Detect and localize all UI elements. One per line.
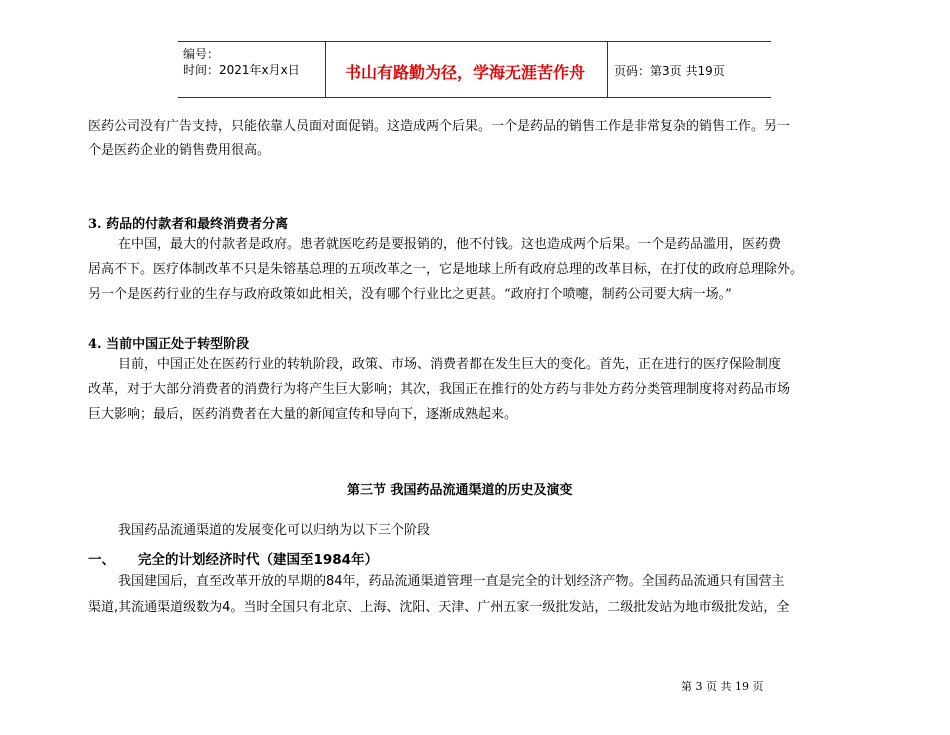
- header-time-label: 时间：2021年x月x日: [183, 63, 300, 77]
- header-divider-right: [607, 41, 608, 98]
- stage-1-number: 一、: [88, 552, 115, 568]
- stage-1-line-2: 渠道,其流通渠道级数为4。当时全国只有北京、上海、沈阳、天津、广州五家一级批发站，二级批发站为地市级批发站，全: [88, 600, 790, 615]
- intro-line-2: 个是医药企业的销售费用很高。: [88, 143, 271, 158]
- header-top-rule: [178, 41, 771, 42]
- header-number-label: 编号：: [183, 47, 220, 61]
- section-4-line-1: 目前，中国正处在医药行业的转轨阶段，政策、市场、消费者都在发生巨大的变化。首先，正在进行的医疗保险制度: [118, 357, 782, 372]
- header-bottom-rule: [178, 97, 771, 98]
- section-3-line-2: 居高不下。医疗体制改革不只是朱镕基总理的五项改革之一，它是地球上所有政府总理的改革目标，在打仗的政府总理除外。: [88, 262, 804, 277]
- header-divider-left: [325, 41, 326, 98]
- page-footer: 第 3 页 共 19 页: [681, 680, 764, 693]
- stages-intro: 我国药品流通渠道的发展变化可以归纳为以下三个阶段: [118, 523, 431, 538]
- section-3-line-1: 在中国，最大的付款者是政府。患者就医吃药是要报销的，他不付钱。这也造成两个后果。一个是药品滥用，医药费: [118, 237, 782, 252]
- chapter-title: 第三节 我国药品流通渠道的历史及演变: [347, 483, 573, 498]
- section-3-heading: 3. 药品的付款者和最终消费者分离: [88, 217, 289, 232]
- section-4-line-3: 巨大影响；最后，医药消费者在大量的新闻宣传和导向下，逐渐成熟起来。: [88, 407, 518, 422]
- section-4-line-2: 改革，对于大部分消费者的消费行为将产生巨大影响；其次，我国正在推行的处方药与非处方药分类管理制度将对药品市场: [88, 382, 791, 397]
- stage-1-title: 完全的计划经济时代（建国至1984年）: [138, 552, 379, 568]
- header-motto: 书山有路勤为径，学海无涯苦作舟: [345, 63, 586, 82]
- section-3-line-3: 另一个是医药行业的生存与政府政策如此相关，没有哪个行业比之更甚。“政府打个喷嚏，制药公司要大病一场。”: [88, 287, 732, 302]
- header-page-info: 页码：第3页 共19页: [614, 64, 725, 78]
- stage-1-line-1: 我国建国后，直至改革开放的早期的84年，药品流通渠道管理一直是完全的计划经济产物。全国药品流通只有国营主: [118, 574, 785, 589]
- section-4-heading: 4. 当前中国正处于转型阶段: [88, 337, 250, 352]
- intro-line-1: 医药公司没有广告支持，只能依靠人员面对面促销。这造成两个后果。一个是药品的销售工作是非常复杂的销售工作。另一: [88, 119, 791, 134]
